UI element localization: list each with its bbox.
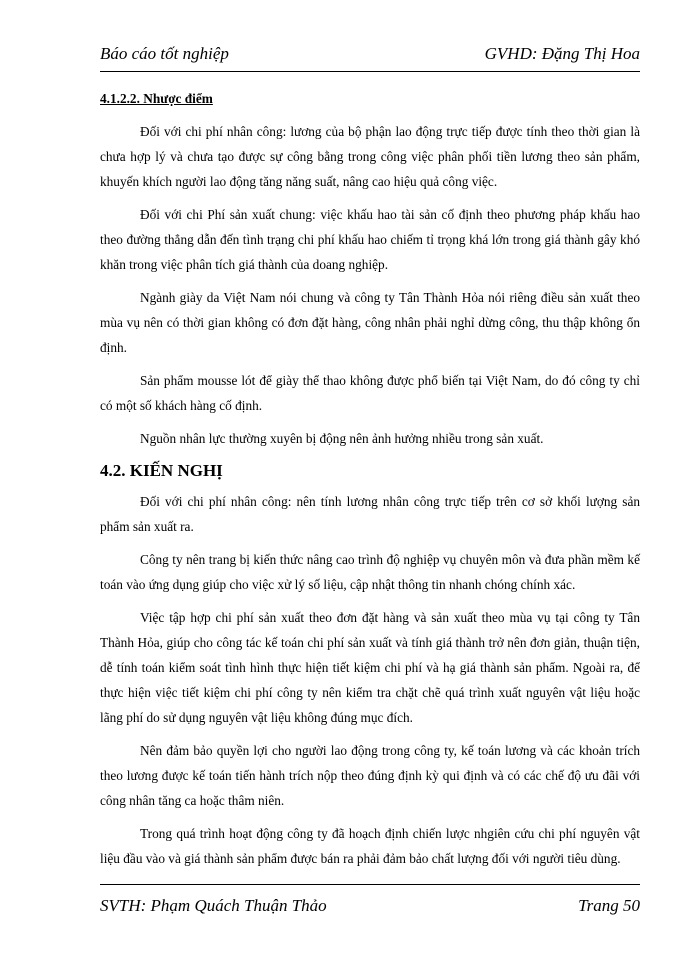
section-heading-recommendations: 4.2. KIẾN NGHỊ (100, 461, 223, 480)
footer-student: SVTH: Phạm Quách Thuận Thảo (100, 896, 327, 915)
paragraph: Việc tập hợp chi phí sản xuất theo đơn đặt hàng và sản xuất theo mùa vụ tại công ty Tân Thành Hỏa, giúp cho công tác kế toán chi phí sản xuất và tính giá thành trở nên đơn giản, thuận tiện, dễ tính toán kiểm soát tình hình thực hiện tiết kiệm chi phí và hạ giá thành sản phẩm. Ngoài ra, để thực hiện việc tiết kiệm chi phí công ty nên kiểm tra chặt chẽ quá trình xuất nguyên vật liệu hoặc lãng phí do sử dụng nguyên vật liệu không đúng mục đích. (100, 610, 640, 725)
paragraph: Đối với chi phí nhân công: lương của bộ phận lao động trực tiếp được tính theo thời gian là chưa hợp lý và chưa tạo được sự công bằng trong công việc phân phối tiền lương theo sản phẩm, khuyến khích người lao động tăng năng suất, nâng cao hiệu quả công việc. (100, 124, 640, 189)
paragraph: Nguồn nhân lực thường xuyên bị động nên ảnh hưởng nhiều trong sản xuất. (140, 431, 544, 446)
section-heading-disadvantages: 4.1.2.2. Nhược điểm (100, 91, 213, 106)
paragraph: Ngành giày da Việt Nam nói chung và công ty Tân Thành Hỏa nói riêng điều sản xuất theo mùa vụ nên có thời gian không có đơn đặt hàng, công nhân phải nghỉ dừng công, thu thập không ổn định. (100, 290, 640, 355)
paragraph: Đối với chi phí nhân công: nên tính lương nhân công trực tiếp trên cơ sở khối lượng sản phẩm sản xuất ra. (100, 494, 640, 534)
paragraph: Nên đảm bảo quyền lợi cho người lao động trong công ty, kế toán lương và các khoản trích theo lương được kế toán tiến hành trích nộp theo đúng định kỳ qui định và có các chế độ ưu đãi với công nhân tăng ca hoặc thâm niên. (100, 743, 640, 808)
paragraph: Sản phẩm mousse lót để giày thể thao không được phổ biến tại Việt Nam, do đó công ty chỉ có một số khách hàng cố định. (100, 373, 640, 413)
page-footer (100, 896, 640, 920)
header-advisor: GVHD: Đặng Thị Hoa (484, 44, 640, 63)
paragraph: Đối với chi Phí sản xuất chung: việc khấu hao tài sản cố định theo phương pháp khấu hao theo đường thẳng dẫn đến tình trạng chi phí khấu hao chiếm tỉ trọng khá lớn trong giá thành gây khó khăn trong việc phân tích giá thành của doang nghiệp. (100, 207, 640, 272)
page-header (100, 44, 640, 68)
header-report-title: Báo cáo tốt nghiệp (100, 44, 229, 63)
header-divider (100, 71, 640, 72)
page-number: Trang 50 (578, 896, 640, 915)
page-body (100, 86, 640, 879)
footer-divider (100, 884, 640, 885)
paragraph: Trong quá trình hoạt động công ty đã hoạch định chiến lược nhgiên cứu chi phí nguyên vật liệu đầu vào và giá thành sản phẩm được bán ra phải đảm bảo chất lượng đối với người tiêu dùng. (100, 826, 640, 866)
paragraph: Công ty nên trang bị kiến thức nâng cao trình độ nghiệp vụ chuyên môn và đưa phần mềm kế toán vào ứng dụng giúp cho việc xử lý số liệu, cập nhật thông tin nhanh chóng chính xác. (100, 552, 640, 592)
